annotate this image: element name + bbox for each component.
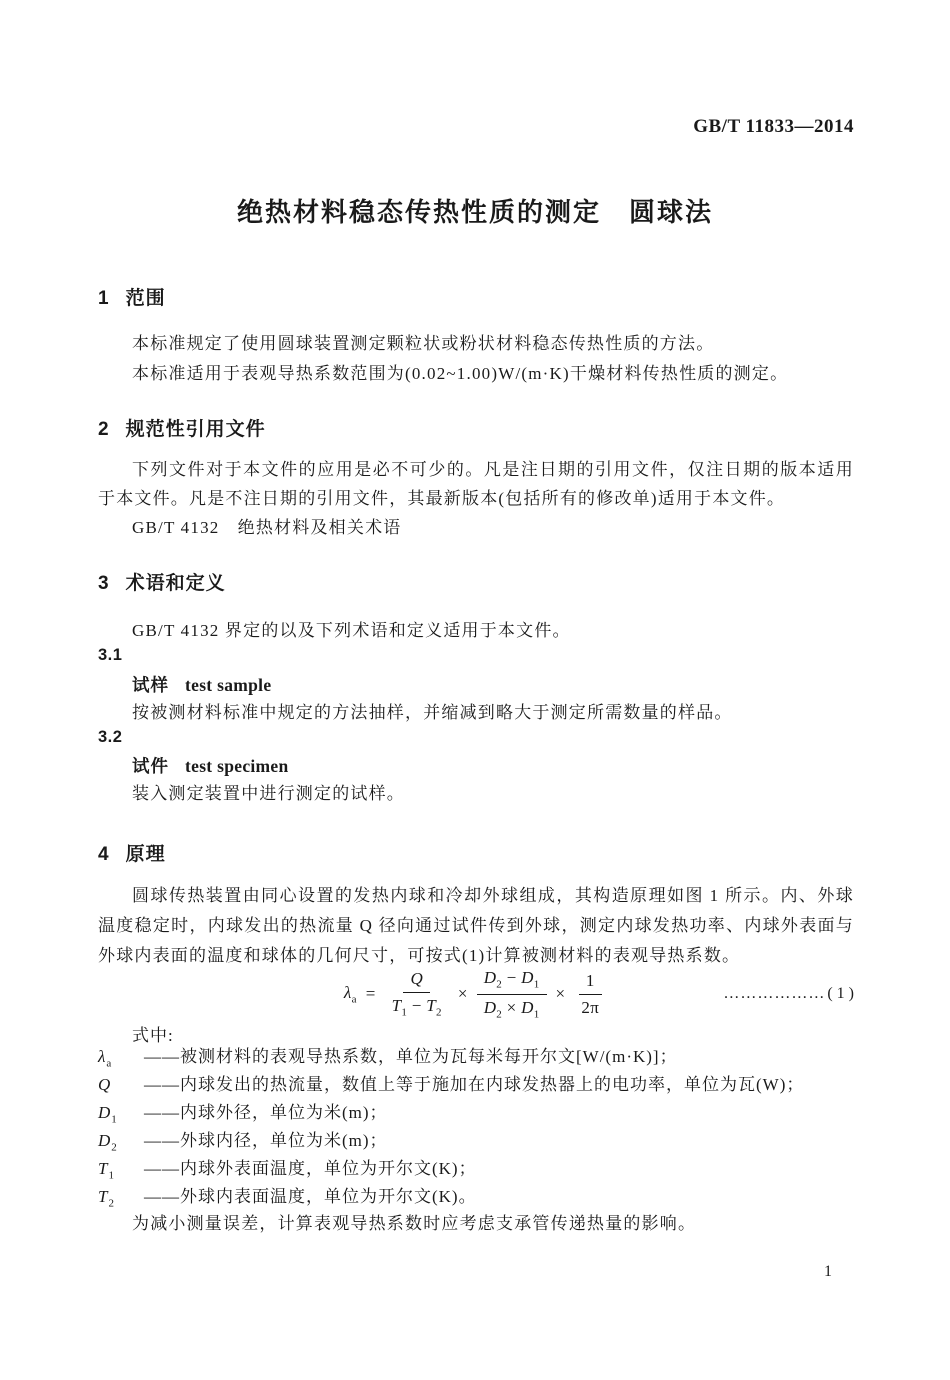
- symbol: $D_1$: [98, 1103, 118, 1126]
- section-4-paragraph: 圆球传热装置由同心设置的发热内球和冷却外球组成，其构造原理如图 1 所示。内、外球温度稳定时，内球发出的热流量 Q 径向通过试件传到外球，测定内球发热功率、内球外表面与外球内表面的温度和球体的几何尺寸，可按式(1)计算被测材料的表观导热系数。: [98, 886, 854, 965]
- symbol: $\lambda_a$: [98, 1047, 113, 1070]
- section-1-paragraph-1: 本标准规定了使用圆球装置测定颗粒状或粉状材料稳态传热性质的方法。: [132, 334, 715, 353]
- definition-text: ——内球发出的热流量，数值上等于施加在内球发热器上的电功率，单位为瓦(W)；: [144, 1075, 805, 1094]
- section-1-heading: [98, 283, 854, 310]
- multiply-sign: ×: [555, 984, 566, 1003]
- section-4-title: 原理: [125, 844, 166, 865]
- definition-q: [98, 1071, 854, 1099]
- section-4-note: 为减小测量误差，计算表观导热系数时应考虑支承管传递热量的影响。: [132, 1214, 697, 1233]
- symbol: $D_2$: [98, 1131, 118, 1154]
- term-test-specimen-definition: 装入测定装置中进行测定的试样。: [132, 784, 405, 803]
- term-en: test sample: [185, 675, 272, 695]
- term-test-sample: [132, 672, 271, 697]
- section-1-paragraph-2: 本标准适用于表观导热系数范围为(0.02~1.00)W/(m·K)干燥材料传热性质的测定。: [132, 364, 789, 383]
- section-1-number: 1: [98, 288, 109, 309]
- clause-3-2-number: 3.2: [98, 728, 123, 746]
- section-3-number: 3: [98, 573, 109, 594]
- equals-sign: =: [365, 984, 376, 1003]
- section-2-number: 2: [98, 419, 109, 440]
- definition-d1: [98, 1099, 854, 1127]
- leader-dots: ………………: [723, 985, 826, 1002]
- multiply-sign: ×: [457, 984, 468, 1003]
- definition-text: ——内球外表面温度，单位为开尔文(K)；: [144, 1159, 477, 1178]
- definition-t1: [98, 1155, 854, 1183]
- definition-text: ——被测材料的表观导热系数，单位为瓦每米每开尔文[W/(m·K)]；: [144, 1047, 678, 1066]
- term-test-specimen: [132, 753, 289, 778]
- definition-text: ——外球内表面温度，单位为开尔文(K)。: [144, 1187, 477, 1206]
- clause-3-1-number: 3.1: [98, 646, 123, 664]
- section-2-title: 规范性引用文件: [125, 419, 266, 440]
- symbol: $T_2$: [98, 1187, 115, 1210]
- normative-reference: GB/T 4132 绝热材料及相关术语: [132, 518, 402, 537]
- term-cn: 试件: [132, 756, 169, 776]
- page-number: 1: [824, 1263, 832, 1280]
- equation-number: [723, 985, 854, 1003]
- lambda-symbol: $\lambda_a$: [343, 982, 357, 1006]
- fraction-diameters: $\frac{D_2 - D_1}{D_2 \times D_1}$: [477, 968, 547, 1020]
- section-2-paragraph: 下列文件对于本文件的应用是必不可少的。凡是注日期的引用文件，仅注日期的版本适用于本文件。凡是不注日期的引用文件，其最新版本(包括所有的修改单)适用于本文件。: [98, 460, 854, 508]
- term-cn: 试样: [132, 675, 169, 695]
- section-1-title: 范围: [125, 288, 166, 309]
- where-label: 式中:: [132, 1026, 174, 1045]
- symbol: Q: [98, 1075, 112, 1094]
- section-3-title: 术语和定义: [125, 573, 226, 594]
- term-en: test specimen: [185, 756, 289, 776]
- section-4-heading: [98, 839, 854, 866]
- fraction-q-over-dt: $\frac{Q}{T_1 - T_2}$: [391, 969, 442, 1019]
- section-4-number: 4: [98, 844, 109, 865]
- equation-1: [98, 963, 854, 1025]
- equation-label: ( 1 ): [827, 985, 854, 1002]
- definition-t2: [98, 1183, 854, 1211]
- section-2-heading: [98, 414, 854, 441]
- document-title: 绝热材料稳态传热性质的测定 圆球法: [236, 197, 713, 227]
- section-3-heading: [98, 568, 854, 595]
- term-test-sample-definition: 按被测材料标准中规定的方法抽样，并缩减到略大于测定所需数量的样品。: [132, 703, 733, 722]
- symbol-definitions: [98, 1043, 854, 1211]
- fraction-one-over-2pi: $\frac{1}{2\pi}$: [574, 971, 606, 1018]
- section-3-intro: GB/T 4132 界定的以及下列术语和定义适用于本文件。: [132, 621, 571, 640]
- standard-number: GB/T 11833—2014: [693, 116, 854, 137]
- definition-text: ——外球内径，单位为米(m)；: [144, 1131, 388, 1150]
- definition-text: ——内球外径，单位为米(m)；: [144, 1103, 388, 1122]
- symbol: $T_1$: [98, 1159, 115, 1182]
- definition-d2: [98, 1127, 854, 1155]
- definition-lambda: [98, 1043, 854, 1071]
